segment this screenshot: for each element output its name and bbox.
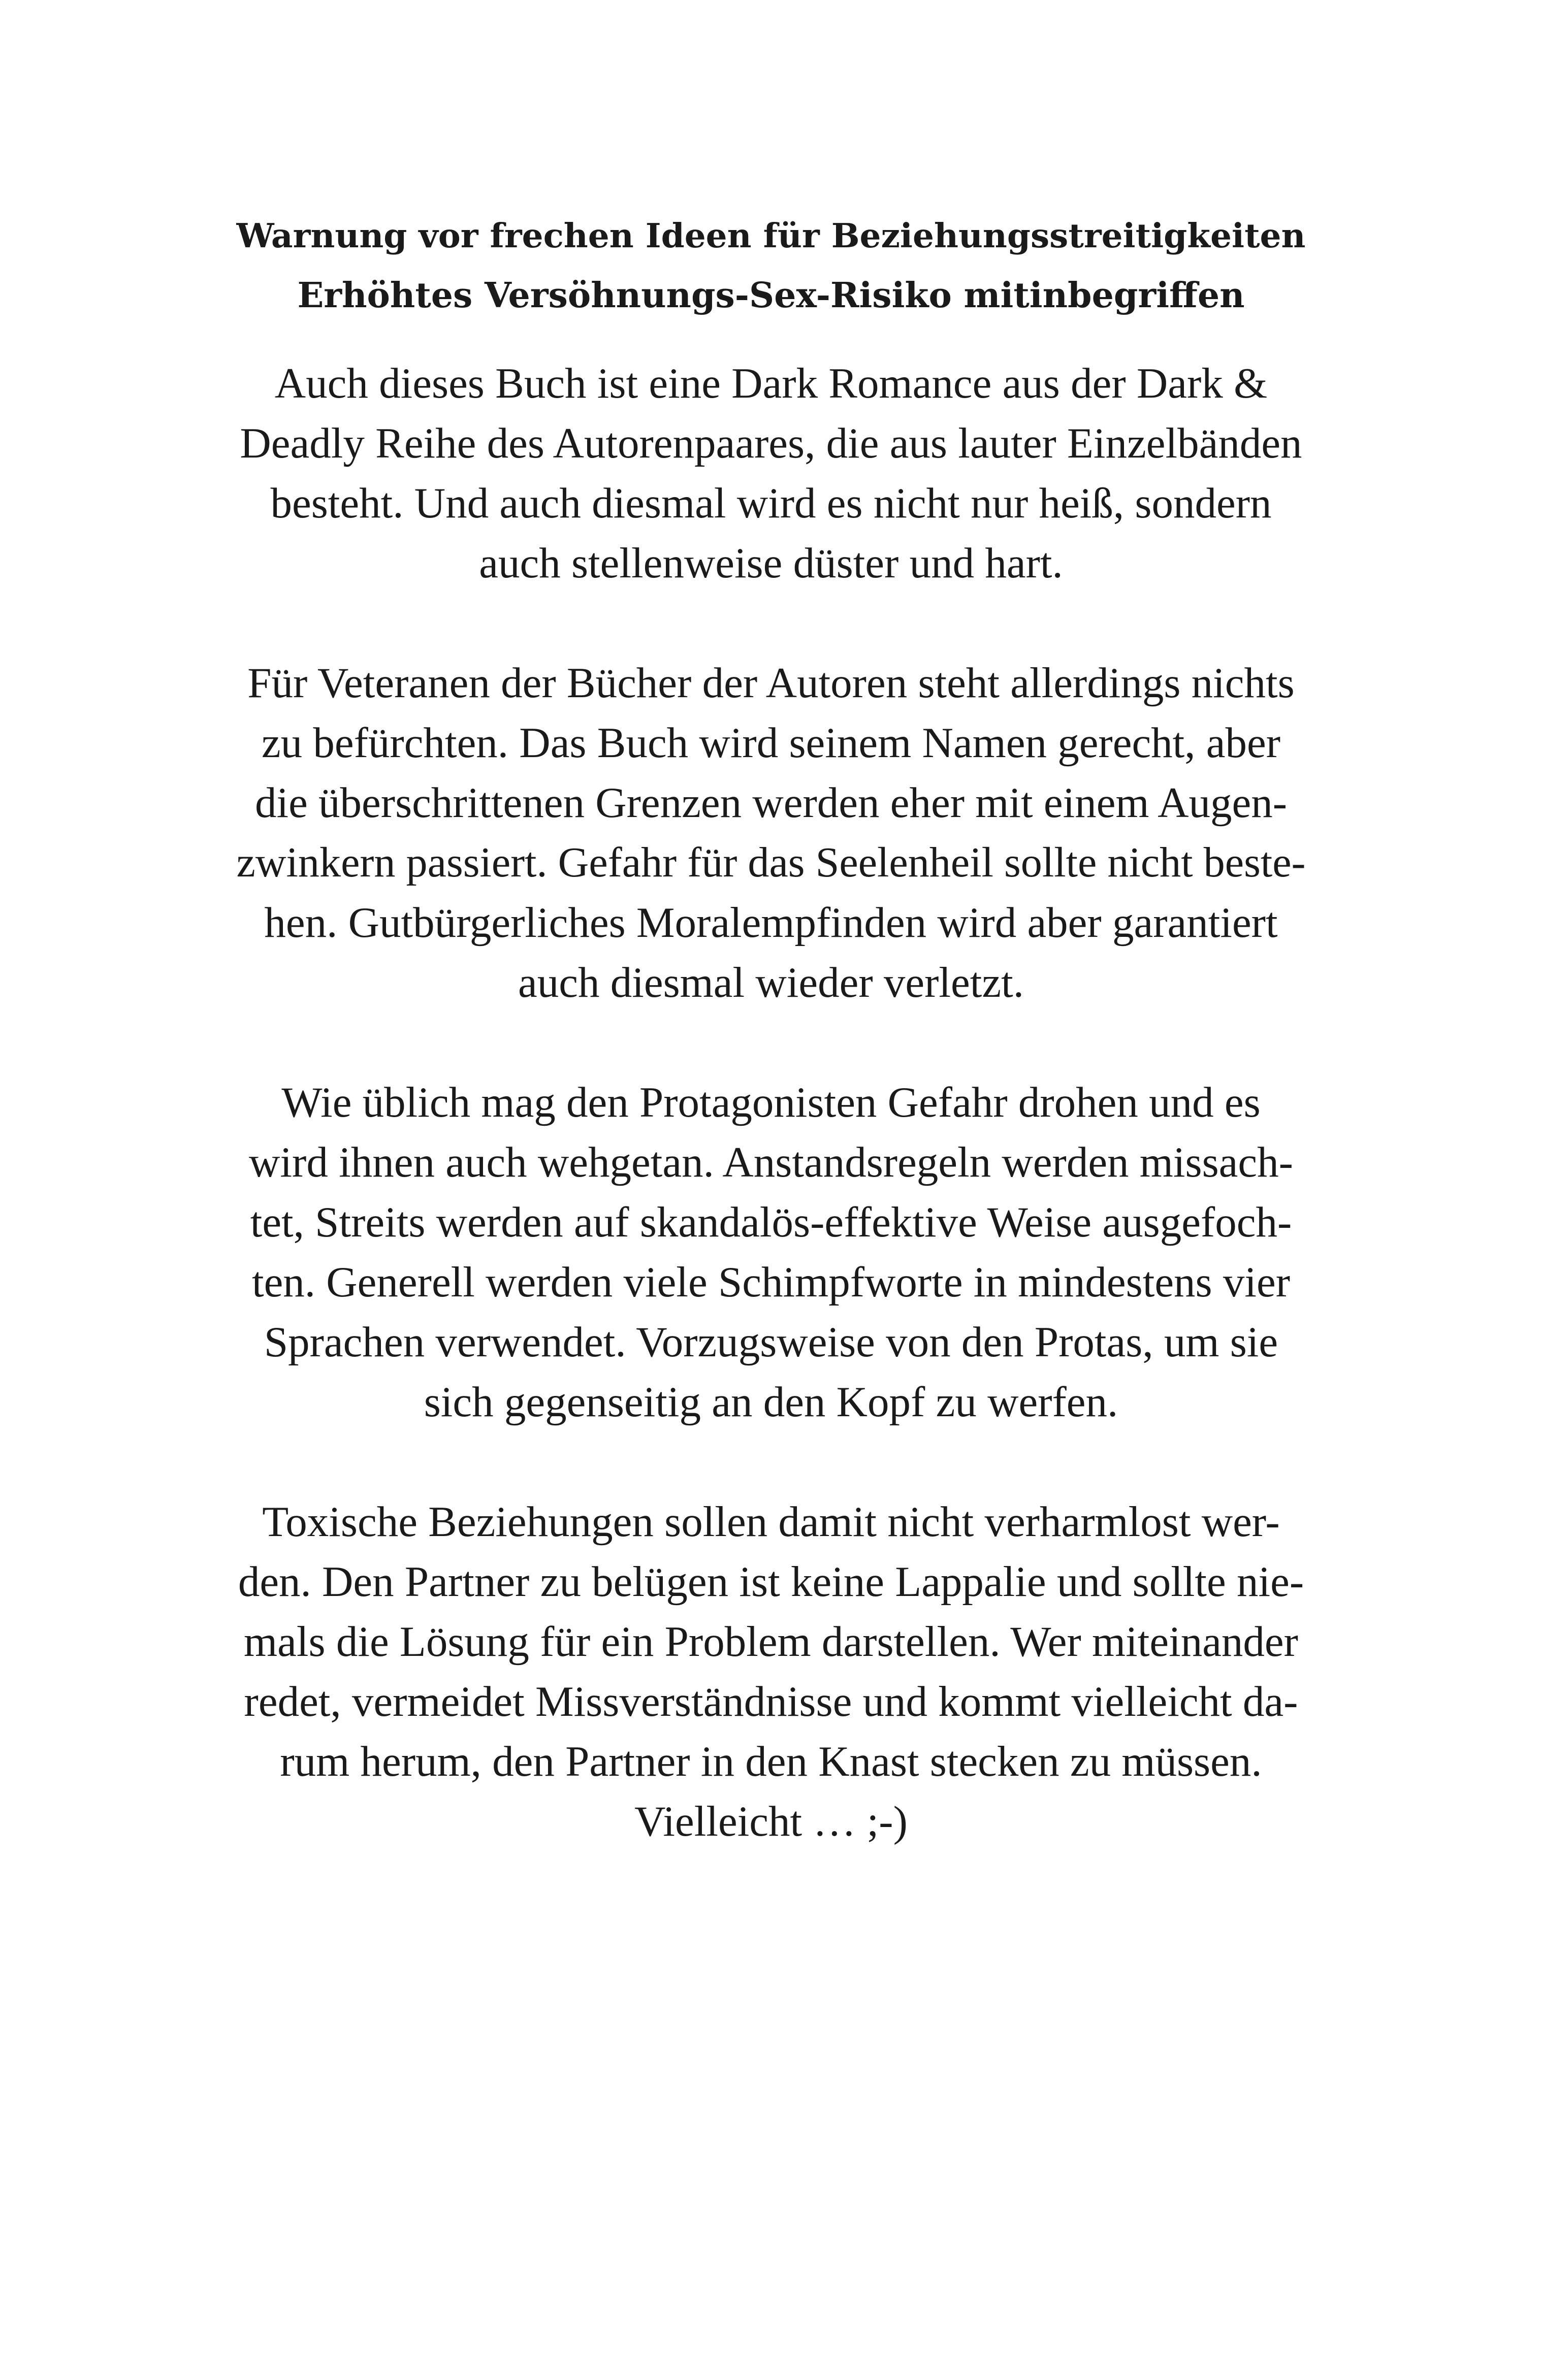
text-line: sich gegenseitig an den Kopf zu werfen. [424, 1378, 1118, 1426]
heading-line-1: Warnung vor frechen Ideen für Beziehungsstreitigkeiten [236, 216, 1306, 255]
text-line: die überschrittenen Grenzen werden eher mit einem Augen- [254, 779, 1288, 827]
warning-heading [234, 206, 1308, 325]
text-line: besteht. Und auch diesmal wird es nicht nur heiß, sondern [270, 479, 1272, 527]
text-line: zu befürchten. Das Buch wird seinem Namen gerecht, aber [261, 719, 1281, 767]
paragraph-3 [234, 1072, 1308, 1432]
text-line: Sprachen verwendet. Vorzugsweise von den Protas, um sie [264, 1318, 1278, 1366]
text-line: tet, Streits werden auf skandalös-effektive Weise ausgefoch- [250, 1198, 1292, 1246]
text-line: rum herum, den Partner in den Knast stecken zu müssen. [280, 1738, 1262, 1785]
paragraph-4 [234, 1492, 1308, 1851]
text-line: Deadly Reihe des Autorenpaares, die aus lauter Einzelbänden [240, 419, 1302, 467]
body-text [234, 353, 1308, 1851]
paragraph-1 [234, 353, 1308, 593]
paragraph-spacer [234, 593, 1308, 653]
text-line: Auch dieses Buch ist eine Dark Romance aus der Dark & [274, 360, 1268, 407]
text-line: wird ihnen auch wehgetan. Anstandsregeln werden missach- [249, 1138, 1293, 1186]
text-line: auch stellenweise düster und hart. [479, 539, 1063, 587]
page-content [234, 206, 1308, 1851]
paragraph-2 [234, 653, 1308, 1013]
text-line: Vielleicht … ;-) [634, 1798, 908, 1845]
text-line: Für Veteranen der Bücher der Autoren steht allerdings nichts [247, 659, 1295, 707]
text-line: Toxische Beziehungen sollen damit nicht verharmlost wer- [262, 1498, 1280, 1546]
text-line: hen. Gutbürgerliches Moralempfinden wird aber garantiert [264, 899, 1278, 947]
text-line: zwinkern passiert. Gefahr für das Seelenheil sollte nicht beste- [236, 839, 1306, 886]
paragraph-spacer [234, 1013, 1308, 1072]
heading-line-2: Erhöhtes Versöhnungs-Sex-Risiko mitinbegriffen [297, 275, 1245, 316]
paragraph-spacer [234, 1432, 1308, 1492]
text-line: redet, vermeidet Missverständnisse und kommt vielleicht da- [244, 1678, 1298, 1725]
text-line: mals die Lösung für ein Problem darstellen. Wer miteinander [244, 1618, 1298, 1666]
text-line: ten. Generell werden viele Schimpfworte in mindestens vier [251, 1258, 1291, 1306]
text-line: Wie üblich mag den Protagonisten Gefahr drohen und es [281, 1079, 1261, 1126]
text-line: den. Den Partner zu belügen ist keine Lappalie und sollte nie- [238, 1558, 1304, 1606]
text-line: auch diesmal wieder verletzt. [518, 959, 1024, 1006]
spacer [234, 325, 1308, 353]
